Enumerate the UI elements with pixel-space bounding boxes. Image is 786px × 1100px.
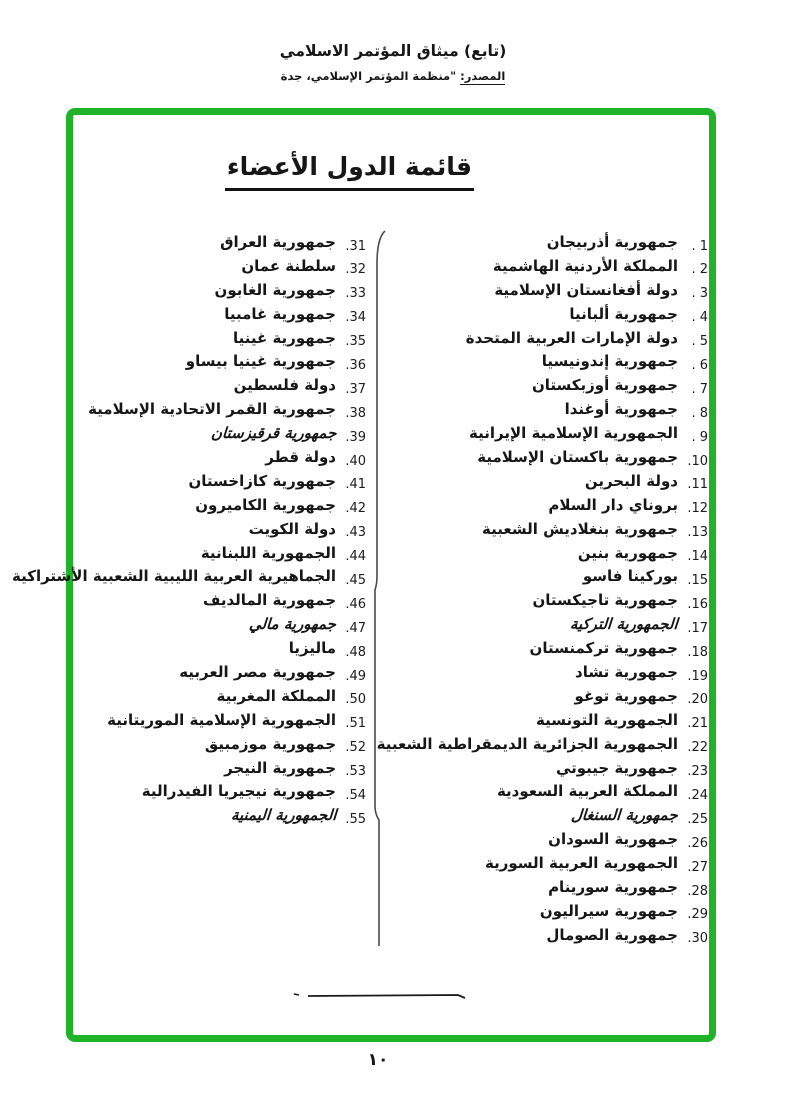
member-name: جمهورية سورينام — [548, 878, 678, 897]
member-number: 35. — [345, 334, 366, 350]
member-name: جمهورية المالديف — [202, 591, 336, 610]
member-name: المملكة المغربية — [216, 686, 336, 705]
member-name: دولة الكويت — [248, 519, 336, 538]
member-name: الجماهيرية العربية الليبية الشعبية الأشتراكية — [12, 567, 336, 586]
member-entry — [32, 303, 366, 327]
member-name: بوركينا فاسو — [582, 567, 678, 586]
member-name: جمهورية إندونيسيا — [541, 352, 678, 371]
source-label: المصدر: — [460, 69, 506, 83]
member-entry — [386, 924, 708, 948]
member-number: 54. — [345, 787, 366, 803]
source-value: "منظمة المؤتمر الإسلامي، جدة — [280, 69, 457, 83]
member-entry — [376, 733, 708, 757]
member-name: دولة الإمارات العربية المتحدة — [465, 328, 678, 347]
member-number: 42. — [345, 501, 366, 517]
member-number: 32. — [345, 262, 366, 278]
list-title: قائمة الدول الأعضاء — [225, 152, 474, 191]
member-name: دولة أفغانستان الإسلامية — [494, 280, 678, 299]
member-entry — [386, 422, 708, 446]
page-number: ١٠ — [367, 1050, 389, 1070]
member-entry — [386, 852, 708, 876]
member-number: 10. — [687, 453, 708, 469]
member-name: جمهورية العراق — [220, 233, 336, 251]
member-entry — [386, 804, 708, 828]
member-entry — [32, 589, 366, 613]
member-entry — [32, 613, 366, 637]
member-name: جمهورية القمر الاتحادية الإسلامية — [88, 400, 336, 419]
member-name: جمهورية بنين — [577, 543, 678, 562]
member-name: جمهورية الكاميرون — [195, 495, 336, 514]
member-entry — [32, 350, 366, 374]
member-number: 29. — [687, 907, 708, 923]
member-entry — [386, 494, 708, 518]
member-number: 7 . — [691, 381, 708, 397]
member-name: جمهورية مالي — [248, 615, 337, 634]
member-entry — [386, 780, 708, 804]
member-entry — [32, 637, 366, 661]
member-entry — [32, 780, 366, 804]
member-number: 11. — [687, 477, 708, 493]
member-number: 9 . — [691, 429, 708, 445]
member-name: جمهورية مصر العربيه — [179, 663, 336, 682]
member-number: 45. — [345, 572, 366, 588]
member-name: الجمهورية العربية السورية — [485, 854, 678, 873]
member-entry — [386, 709, 708, 733]
member-number: 6 . — [691, 357, 708, 373]
member-number: 17. — [687, 620, 708, 636]
member-number: 27. — [687, 859, 708, 875]
member-name: جمهورية تشاد — [575, 663, 678, 682]
member-number: 48. — [345, 644, 366, 660]
member-number: 55. — [345, 811, 366, 827]
member-name: الجمهورية اليمنية — [229, 806, 337, 825]
member-name: الجمهورية الإسلامية الموريتانية — [107, 710, 336, 729]
member-name: جمهورية كازاخستان — [188, 471, 336, 490]
member-number: 44. — [345, 549, 366, 565]
member-name: جمهورية السودان — [548, 830, 678, 849]
member-entry — [386, 374, 708, 398]
member-entry — [32, 446, 366, 470]
member-name: جمهورية قرقيزستان — [210, 424, 337, 443]
member-entry — [386, 613, 708, 637]
member-entry — [32, 470, 366, 494]
member-entry — [386, 757, 708, 781]
member-number: 16. — [687, 596, 708, 612]
member-entry — [32, 709, 366, 733]
member-name: جمهورية غينيا — [232, 328, 336, 347]
member-number: 12. — [687, 501, 708, 517]
member-number: 53. — [345, 764, 366, 780]
member-number: 5 . — [691, 334, 708, 350]
member-entry — [32, 757, 366, 781]
member-entry — [386, 637, 708, 661]
member-number: 28. — [687, 883, 708, 899]
member-number: 4 . — [691, 310, 708, 326]
member-entry — [32, 542, 366, 566]
source-line — [0, 69, 786, 83]
member-name: جمهورية جيبوتي — [555, 758, 678, 777]
member-name: ماليزيا — [288, 639, 336, 658]
document-title: (تابع) ميثاق المؤتمر الاسلامي — [279, 42, 507, 60]
member-entry — [386, 231, 708, 255]
member-number: 19. — [687, 668, 708, 684]
member-name: جمهورية أوزبكستان — [531, 376, 678, 395]
member-entry — [32, 398, 366, 422]
member-number: 50. — [345, 692, 366, 708]
member-name: الجمهورية الإسلامية الإيرانية — [469, 424, 678, 443]
member-number: 20. — [687, 692, 708, 708]
page-header — [0, 42, 786, 83]
member-entry — [32, 804, 366, 828]
member-number: 25. — [687, 811, 708, 827]
member-entry — [386, 327, 708, 351]
member-entry — [12, 565, 366, 589]
member-entry — [386, 398, 708, 422]
member-entry — [32, 494, 366, 518]
member-number: 37. — [345, 381, 366, 397]
member-entry — [386, 303, 708, 327]
member-entry — [386, 661, 708, 685]
member-name: جمهورية بنغلاديش الشعبية — [482, 519, 678, 538]
member-name: جمهورية النيجر — [224, 758, 336, 777]
member-name: دولة قطر — [265, 448, 336, 467]
member-number: 39. — [345, 429, 366, 445]
member-number: 13. — [687, 525, 708, 541]
member-name: الجمهورية اللبنانية — [200, 543, 336, 562]
member-number: 1 . — [691, 238, 708, 254]
member-name: المملكة الأردنية الهاشمية — [492, 256, 678, 275]
member-entry — [386, 518, 708, 542]
member-entry — [32, 422, 366, 446]
member-entry — [32, 327, 366, 351]
member-entry — [386, 350, 708, 374]
member-number: 31. — [345, 238, 366, 254]
member-entry — [32, 518, 366, 542]
member-number: 24. — [687, 787, 708, 803]
member-number: 51. — [345, 716, 366, 732]
member-number: 40. — [345, 453, 366, 469]
member-name: جمهورية غامبيا — [224, 304, 336, 323]
member-number: 18. — [687, 644, 708, 660]
member-name: جمهورية أوغندا — [564, 400, 678, 419]
member-name: جمهورية نيجيريا الفيدرالية — [141, 782, 336, 801]
member-number: 38. — [345, 405, 366, 421]
member-entry — [32, 255, 366, 279]
member-number: 43. — [345, 525, 366, 541]
member-entry — [32, 231, 366, 255]
member-name: جمهورية الغابون — [214, 280, 336, 299]
member-number: 52. — [345, 740, 366, 756]
member-entry — [32, 661, 366, 685]
member-name: جمهورية باكستان الإسلامية — [477, 448, 678, 467]
member-name: جمهورية أذربيجان — [546, 233, 678, 251]
member-number: 26. — [687, 835, 708, 851]
member-entry — [386, 279, 708, 303]
member-name: جمهورية الصومال — [546, 925, 678, 944]
member-name: جمهورية تركمنستان — [529, 639, 678, 658]
member-name: جمهورية سيراليون — [539, 901, 678, 920]
member-number: 3 . — [691, 286, 708, 302]
member-number: 22. — [687, 740, 708, 756]
member-entry — [32, 733, 366, 757]
member-number: 8 . — [691, 405, 708, 421]
member-name: جمهورية موزمبيق — [204, 734, 336, 753]
member-entry — [386, 828, 708, 852]
member-entry — [32, 279, 366, 303]
member-number: 33. — [345, 286, 366, 302]
member-name: الجمهورية التركية — [569, 615, 679, 634]
member-column-left — [12, 231, 366, 828]
member-number: 23. — [687, 764, 708, 780]
member-entry — [386, 255, 708, 279]
member-entry — [386, 446, 708, 470]
member-name: دولة البحرين — [584, 471, 678, 490]
member-entry — [386, 685, 708, 709]
member-number: 41. — [345, 477, 366, 493]
member-name: جمهورية ألبانيا — [569, 304, 678, 323]
member-name: بروناي دار السلام — [548, 495, 678, 514]
member-name: جمهورية تاجيكستان — [532, 591, 678, 610]
member-name: المملكة العربية السعودية — [496, 782, 678, 801]
member-entry — [386, 542, 708, 566]
list-title-wrap — [226, 152, 474, 191]
member-name: جمهورية السنغال — [570, 806, 679, 825]
member-number: 47. — [345, 620, 366, 636]
member-name: جمهورية غينيا بيساو — [185, 352, 336, 371]
member-name: الجمهورية التونسية — [536, 710, 678, 729]
member-number: 36. — [345, 357, 366, 373]
member-number: 46. — [345, 596, 366, 612]
member-column-right — [376, 231, 708, 948]
member-number: 15. — [687, 572, 708, 588]
member-number: 34. — [345, 310, 366, 326]
member-entry — [32, 374, 366, 398]
bottom-separator-rule — [292, 990, 472, 1002]
member-entry — [386, 589, 708, 613]
member-entry — [32, 685, 366, 709]
member-number: 49. — [345, 668, 366, 684]
member-name: سلطنة عمان — [241, 256, 336, 275]
member-name: جمهورية توغو — [574, 686, 678, 705]
member-number: 14. — [687, 549, 708, 565]
member-entry — [386, 565, 708, 589]
member-number: 21. — [687, 716, 708, 732]
member-entry — [386, 470, 708, 494]
member-name: الجمهورية الجزائرية الديمقراطية الشعبية — [376, 734, 678, 753]
member-entry — [386, 876, 708, 900]
member-number: 2 . — [691, 262, 708, 278]
member-name: دولة فلسطين — [233, 376, 336, 395]
member-number: 30. — [687, 931, 708, 947]
member-entry — [386, 900, 708, 924]
